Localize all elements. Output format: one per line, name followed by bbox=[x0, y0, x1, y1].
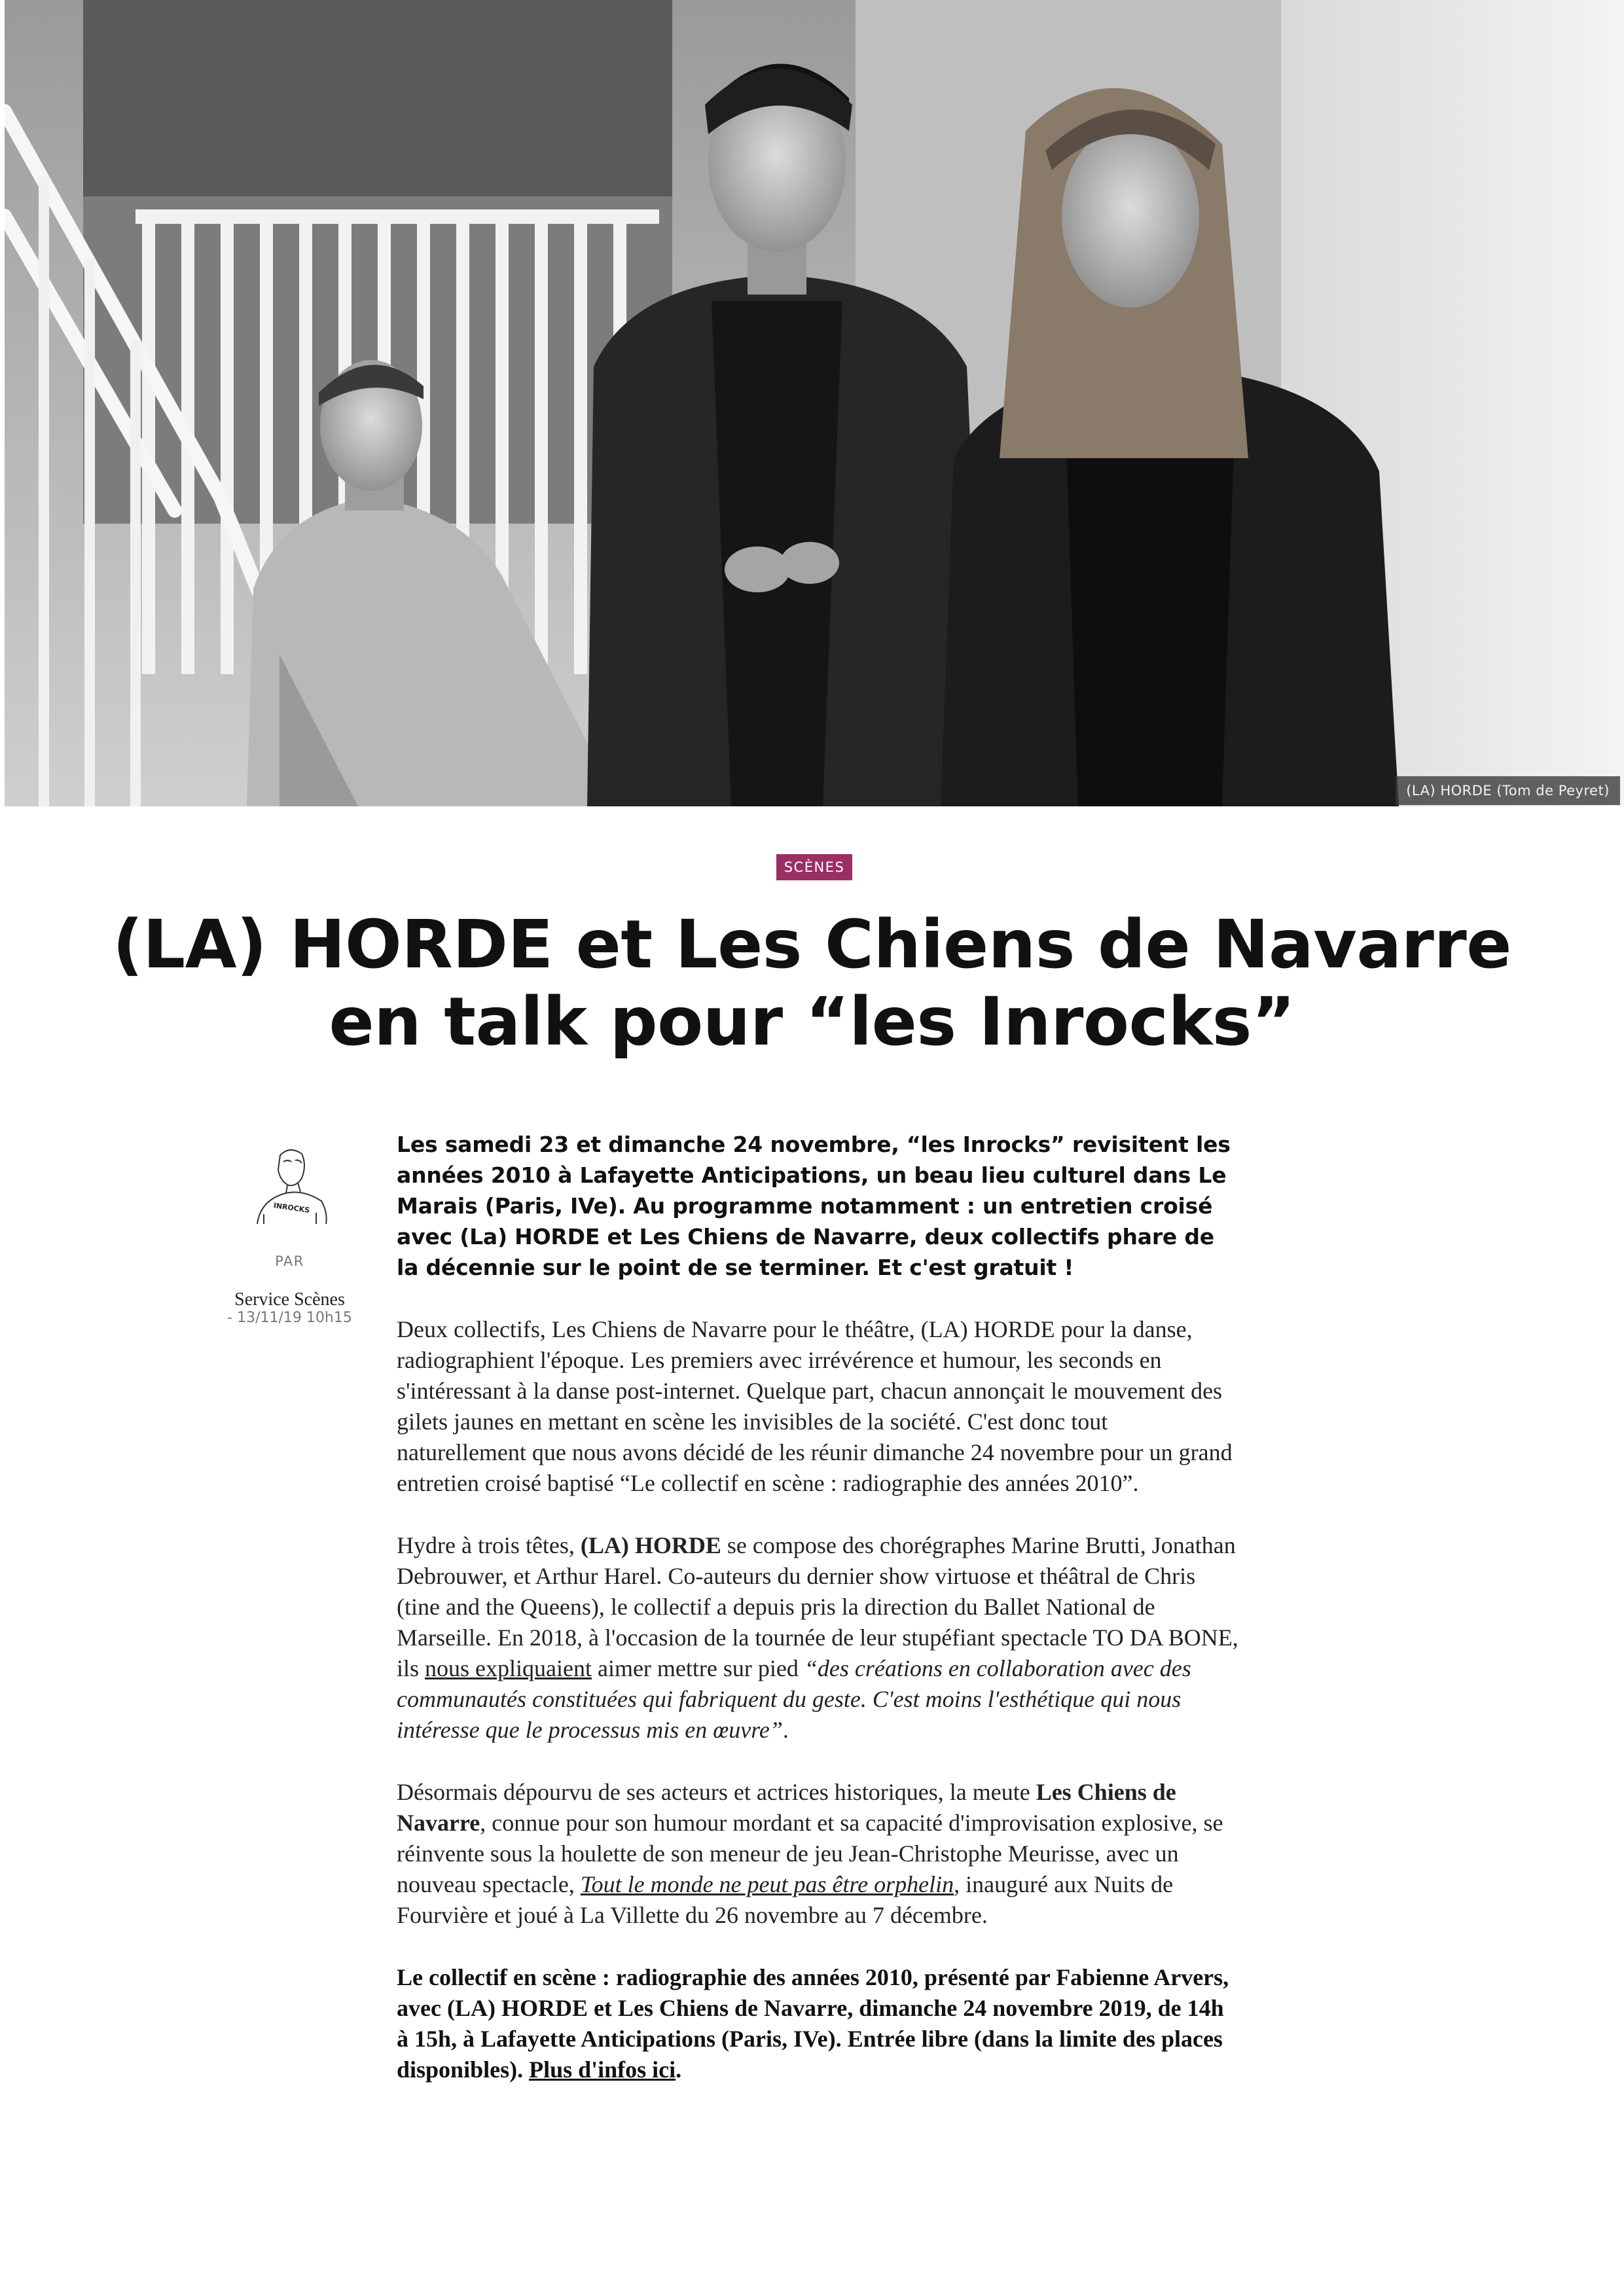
p2-quote: “des créations en collaboration avec des communautés constituées qui fabriquent du geste. C'est moins l'esthétique qui nous intéresse que le processus mis en œuvre” bbox=[397, 1655, 1191, 1743]
p2-text-c: se compose des chorégraphes Marine Brutti, Jonathan Debrouwer, et Arthur Harel. Co-auteurs du dernier show virtuose et théâtral de Chris (tine and the Queens), le collectif a depuis pris la direction du Ballet National de Marseille. En 2018, à l'occasion de la tournée de leur stupéfiant spectacle TO DA BONE, ils bbox=[397, 1532, 1238, 1681]
hero-photo-illustration bbox=[5, 0, 1624, 806]
spectacle-link[interactable]: Tout le monde ne peut pas être orphelin bbox=[580, 1871, 954, 1897]
article-body bbox=[397, 1129, 1241, 2085]
p4-text-b: . bbox=[676, 2056, 682, 2083]
article-lead: Les samedi 23 et dimanche 24 novembre, “les Inrocks” revisitent les années 2010 à Lafayette Anticipations, un beau lieu culturel dans Le Marais (Paris, IVe). Au programme notamment : un entretien croisé avec (La) HORDE et Les Chiens de Navarre, deux collectifs phare de la décennie sur le point de se terminer. Et c'est gratuit ! bbox=[397, 1132, 1231, 1280]
la-horde-bold: (LA) HORDE bbox=[580, 1532, 721, 1558]
category-badge[interactable]: SCÈNES bbox=[776, 854, 852, 880]
author-avatar-text: INROCKS bbox=[272, 1201, 310, 1215]
author-name[interactable]: Service Scènes bbox=[234, 1289, 345, 1310]
article-title: (LA) HORDE et Les Chiens de Navarre en talk pour “les Inrocks” bbox=[113, 906, 1511, 1061]
article-paragraph-1: Deux collectifs, Les Chiens de Navarre pour le théâtre, (LA) HORDE pour la danse, radiographient l'époque. Les premiers avec irrévérence et humour, les seconds en s'intéressant à la danse post-internet. Quelque part, chacun annonçait le mouvement des gilets jaunes en mettant en scène les invisibles de la société. C'est donc tout naturellement que nous avons décidé de les réunir dimanche 24 novembre pour un grand entretien croisé baptisé “Le collectif en scène : radiographie des années 2010”. bbox=[397, 1316, 1233, 1496]
author-by-label: PAR bbox=[275, 1253, 304, 1269]
nous-expliquaient-link[interactable]: nous expliquaient bbox=[425, 1655, 592, 1681]
p3-text-d: , inauguré aux Nuits de Fourvière et joué à La Villette du 26 novembre au 7 décembre. bbox=[397, 1871, 1174, 1928]
p4-text-a: Le collectif en scène : radiographie des années 2010, présenté par Fabienne Arvers, avec (LA) HORDE et Les Chiens de Navarre, dimanche 24 novembre 2019, de 14h à 15h, à Lafayette Anticipations (Paris, IVe). Entrée libre (dans la limite des places disponibles). bbox=[397, 1964, 1229, 2083]
publish-date: - 13/11/19 10h15 bbox=[227, 1310, 352, 1326]
author-avatar-icon[interactable] bbox=[244, 1142, 336, 1227]
article-paragraph-2 bbox=[397, 1530, 1241, 1746]
photo-caption: (LA) HORDE (Tom de Peyret) bbox=[1396, 776, 1620, 805]
p2-text-d: aimer mettre sur pied bbox=[591, 1655, 804, 1681]
article-paragraph-4 bbox=[397, 1962, 1241, 2085]
p3-text-c: , connue pour son humour mordant et sa capacité d'improvisation explosive, se réinvente sous la houlette de son meneur de jeu Jean-Christophe Meurisse, avec un nouveau spectacle, bbox=[397, 1810, 1223, 1897]
author-block bbox=[209, 1142, 370, 1327]
plus-d-infos-link[interactable]: Plus d'infos ici bbox=[529, 2056, 676, 2083]
article-paragraph-3 bbox=[397, 1777, 1241, 1931]
p2-text-a: Hydre à trois têtes, bbox=[397, 1532, 581, 1558]
chiens-de-navarre-bold: Les Chiens de Navarre bbox=[397, 1779, 1176, 1836]
p3-text-a: Désormais dépourvu de ses acteurs et actrices historiques, la meute bbox=[397, 1779, 1036, 1805]
hero-photo bbox=[5, 0, 1624, 806]
p2-text-e: . bbox=[782, 1717, 789, 1743]
